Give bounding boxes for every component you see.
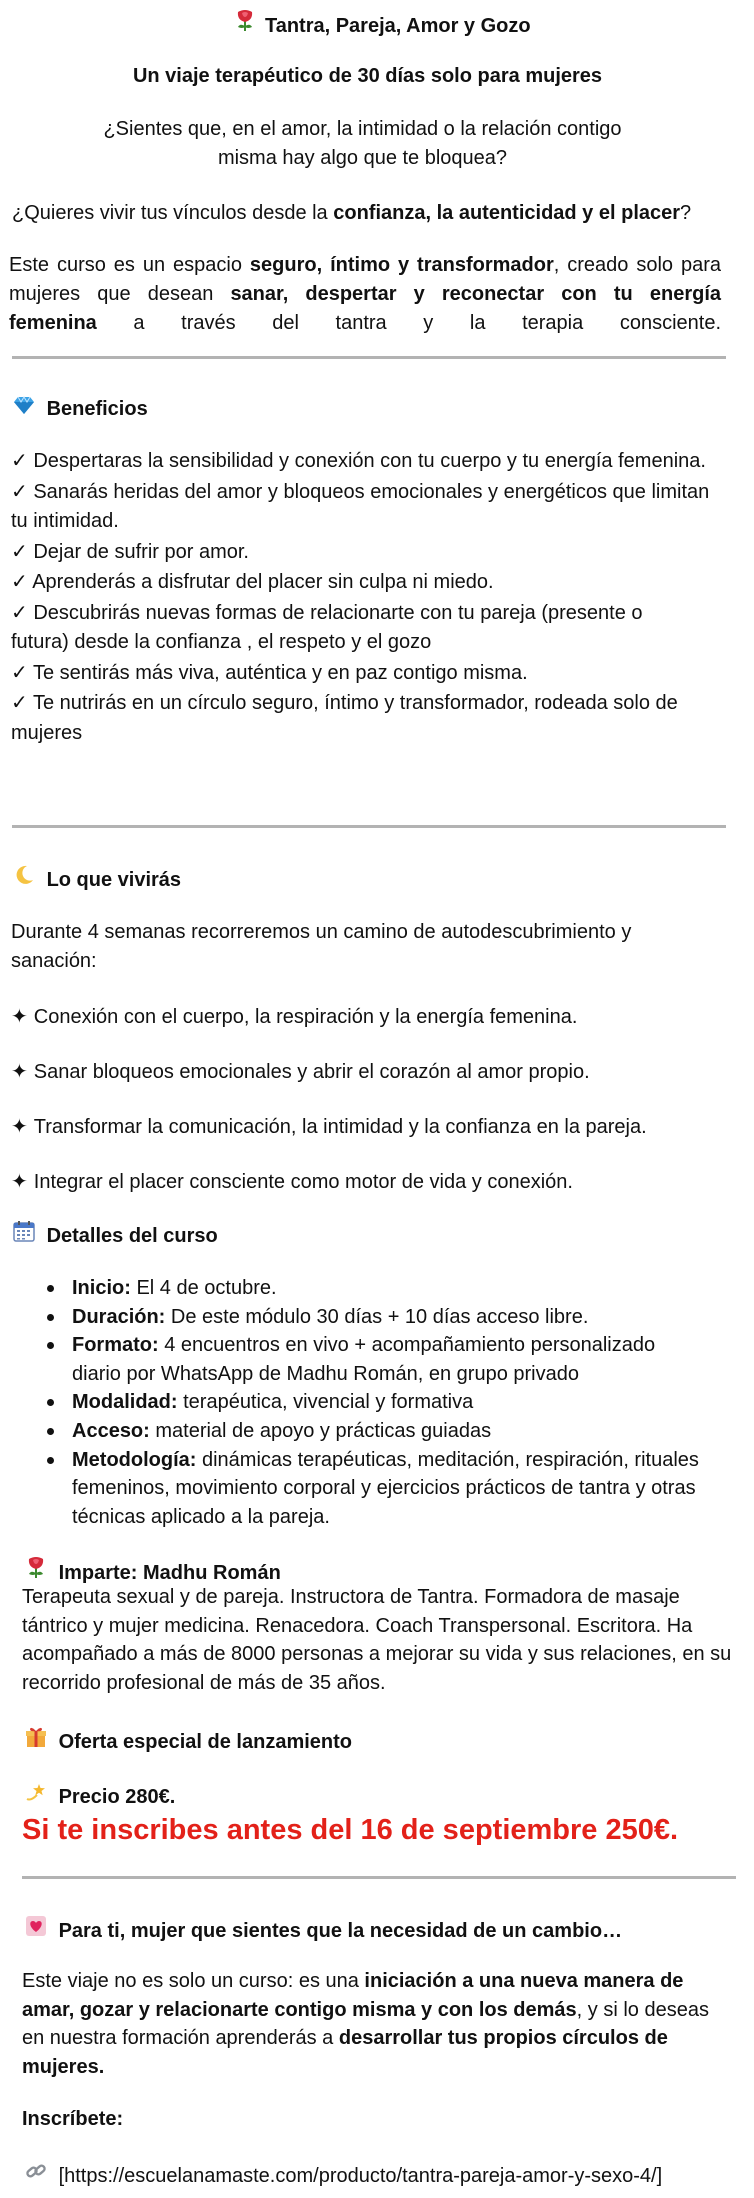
list-item: Inicio: El 4 de octubre.: [14, 1274, 704, 1303]
gift-icon: [25, 1726, 53, 1756]
closing-heading: Para ti, mujer que sientes que la necesidad de un cambio…: [25, 1915, 622, 1946]
teacher-bio: Terapeuta sexual y de pareja. Instructora de Tantra. Formadora de masaje tántrico y mujer medicina. Renacedora. Coach Transpersonal. Escritora. Ha acompañado a más de 8000 personas a mejorar su vida y sus relaciones, en su recorrido profesional de más de 35 años.: [22, 1586, 732, 1695]
closing-paragraph: Este viaje no es solo un curso: es una iniciación a una nueva manera de amar, gozar y relacionarte contigo misma y con los demás, y si lo deseas en nuestra formación aprenderás a desarrollar tus propios círculos de mujeres.: [22, 1970, 709, 2078]
sparkles-icon: ✦: [11, 1114, 28, 1138]
experience-heading: Lo que vivirás: [13, 864, 181, 895]
check-icon: ✓: [11, 659, 28, 684]
crescent-moon-icon: [13, 864, 41, 894]
experience-item: ✦ Integrar el placer consciente como motor de vida y conexión.: [11, 1169, 573, 1193]
sparkles-icon: ✦: [11, 1169, 28, 1193]
check-icon: ✓: [11, 538, 28, 563]
benefits-list: [11, 446, 711, 748]
list-item: ✓ Despertaras la sensibilidad y conexión con tu cuerpo y tu energía femenina.: [11, 448, 706, 472]
details-list: [14, 1274, 704, 1531]
intro-question: ¿Sientes que, en el amor, la intimidad o la relación contigo misma hay algo que te bloquea?: [103, 118, 622, 169]
list-item: Modalidad: terapéutica, vivencial y formativa: [14, 1388, 704, 1417]
check-icon: ✓: [11, 599, 28, 624]
list-item: Duración: De este módulo 30 días + 10 días acceso libre.: [14, 1303, 704, 1332]
divider: [22, 1876, 736, 1879]
dizzy-star-icon: [25, 1781, 53, 1811]
list-item: ✓ Dejar de sufrir por amor.: [11, 538, 249, 563]
rose-icon: [231, 8, 259, 40]
intro-question-2: ¿Quieres vivir tus vínculos desde la confianza, la autenticidad y el placer?: [12, 202, 692, 224]
price: Precio 280€.: [25, 1781, 175, 1812]
teacher-heading: Imparte: Madhu Román: [25, 1555, 281, 1588]
divider: [12, 825, 726, 828]
experience-item: ✦ Conexión con el cuerpo, la respiración y la energía femenina.: [11, 1004, 578, 1028]
calendar-icon: [13, 1220, 41, 1250]
experience-item: ✦ Sanar bloqueos emocionales y abrir el corazón al amor propio.: [11, 1059, 590, 1083]
signup-link-row[interactable]: [25, 2160, 662, 2191]
check-icon: ✓: [11, 569, 28, 593]
signup-heading: Inscríbete:: [22, 2108, 124, 2130]
experience-item: ✦ Transformar la comunicación, la intimidad y la confianza en la pareja.: [11, 1114, 647, 1138]
list-item: ✓ Aprenderás a disfrutar del placer sin culpa ni miedo.: [11, 569, 494, 593]
page-title: Tantra, Pareja, Amor y Gozo: [0, 8, 754, 41]
page-subtitle: Un viaje terapéutico de 30 días solo para mujeres: [132, 65, 603, 87]
divider: [12, 356, 726, 359]
list-item: ✓ Te sentirás más viva, auténtica y en paz contigo misma.: [11, 659, 528, 684]
offer-heading: Oferta especial de lanzamiento: [25, 1726, 352, 1757]
check-icon: ✓: [11, 690, 28, 714]
list-item: ✓ Descubrirás nuevas formas de relacionarte con tu pareja (presente o futura) desde la confianza , el respeto y el gozo: [11, 599, 643, 653]
list-item: ✓ Te nutrirás en un círculo seguro, íntimo y transformador, rodeada solo de mujeres: [11, 690, 678, 744]
details-heading: Detalles del curso: [13, 1220, 218, 1251]
list-item: ✓ Sanarás heridas del amor y bloqueos emocionales y energéticos que limitan tu intimidad.: [11, 478, 710, 532]
signup-link[interactable]: [https://escuelanamaste.com/producto/tantra-pareja-amor-y-sexo-4/]: [58, 2165, 663, 2187]
list-item: Acceso: material de apoyo y prácticas guiadas: [14, 1417, 704, 1446]
list-item: Formato: 4 encuentros en vivo + acompañamiento personalizado diario por WhatsApp de Madhu Román, en grupo privado: [14, 1331, 704, 1388]
intro-paragraph: Este curso es un espacio seguro, íntimo y transformador, creado solo para mujeres que desean sanar, despertar y reconectar con tu energía femenina a través del tantra y la terapia consciente.: [9, 254, 721, 334]
list-item: Metodología: dinámicas terapéuticas, meditación, respiración, rituales femeninos, movimiento corporal y ejercicios prácticos de tantra y otras técnicas aplicado a la pareja.: [14, 1446, 704, 1532]
promo-price: Si te inscribes antes del 16 de septiembre 250€.: [22, 1814, 679, 1846]
sparkles-icon: ✦: [11, 1059, 28, 1083]
check-icon: ✓: [11, 478, 28, 503]
link-icon: [25, 2160, 53, 2190]
experience-intro: Durante 4 semanas recorreremos un camino de autodescubrimiento y sanación:: [11, 921, 632, 972]
benefits-heading: Beneficios: [13, 394, 148, 424]
check-icon: ✓: [11, 448, 28, 472]
sparkles-icon: ✦: [11, 1004, 28, 1028]
gem-icon: [13, 394, 41, 423]
heart-icon: [25, 1915, 53, 1945]
